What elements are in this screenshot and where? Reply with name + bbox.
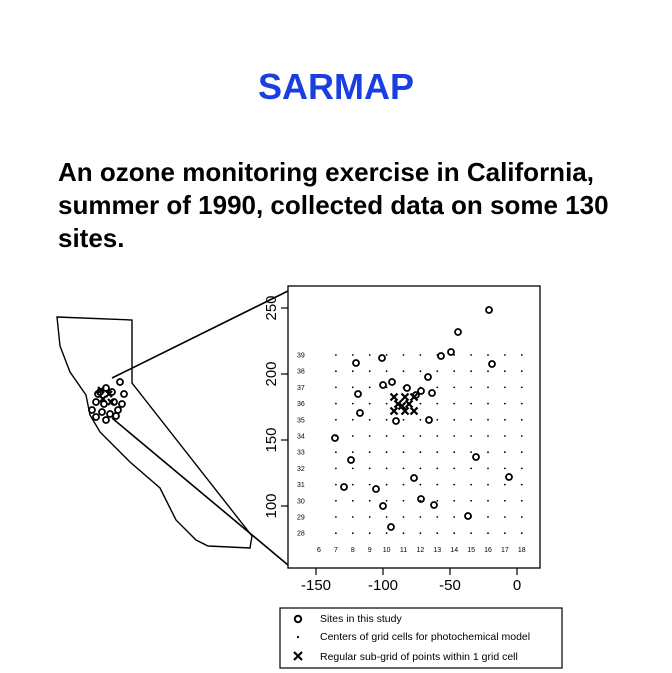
grid-dot (335, 419, 337, 421)
grid-dot (504, 484, 506, 486)
grid-dot (420, 532, 422, 534)
grid-col-label: 17 (501, 547, 509, 554)
grid-dot (369, 451, 371, 453)
grid-dot (436, 451, 438, 453)
grid-dot (436, 387, 438, 389)
grid-dot (453, 468, 455, 470)
grid-dot (470, 468, 472, 470)
grid-dot (487, 419, 489, 421)
grid-dot (521, 500, 523, 502)
grid-dot (352, 419, 354, 421)
grid-dot (436, 403, 438, 405)
grid-dot (436, 468, 438, 470)
grid-dot (487, 532, 489, 534)
grid-dot (403, 419, 405, 421)
grid-col-label: 10 (382, 547, 391, 554)
legend-dot-icon (297, 636, 299, 638)
grid-dot (386, 419, 388, 421)
grid-dot (369, 484, 371, 486)
grid-dot (504, 435, 506, 437)
grid-dot (453, 516, 455, 518)
grid-dot (352, 354, 354, 356)
grid-dot (470, 354, 472, 356)
grid-dot (470, 419, 472, 421)
grid-dot (436, 370, 438, 372)
grid-dot (453, 419, 455, 421)
y-tick-label: 200 (263, 361, 280, 387)
x-tick-label: -50 (439, 577, 461, 594)
grid-dot (335, 370, 337, 372)
grid-dot (352, 500, 354, 502)
grid-dot (420, 354, 422, 356)
grid-row-label: 28 (297, 530, 305, 538)
grid-dot (521, 387, 523, 389)
grid-dot (436, 435, 438, 437)
grid-dot (521, 403, 523, 405)
zoom-line-upper (112, 291, 288, 378)
slide-title: SARMAP (257, 66, 414, 107)
grid-dot (470, 451, 472, 453)
grid-dot (420, 516, 422, 518)
grid-dot (369, 403, 371, 405)
grid-dot (369, 387, 371, 389)
grid-dot (369, 468, 371, 470)
grid-dot (386, 516, 388, 518)
grid-dot (453, 435, 455, 437)
grid-dot (521, 370, 523, 372)
grid-dot (521, 484, 523, 486)
grid-dot (352, 435, 354, 437)
grid-dot (470, 532, 472, 534)
grid-dot (369, 435, 371, 437)
zoom-line-lower (112, 418, 288, 565)
grid-dot (335, 484, 337, 486)
grid-col-label: 9 (367, 547, 372, 554)
grid-dot (352, 484, 354, 486)
grid-dot (386, 532, 388, 534)
grid-dot (504, 532, 506, 534)
grid-dot (335, 516, 337, 518)
grid-dot (335, 532, 337, 534)
grid-dot (420, 419, 422, 421)
grid-dot (504, 403, 506, 405)
grid-dot (470, 484, 472, 486)
grid-row-label: 35 (297, 417, 305, 425)
y-tick-label: 100 (263, 493, 280, 519)
grid-dot (504, 419, 506, 421)
y-axis (281, 308, 288, 506)
grid-dot (487, 370, 489, 372)
grid-dot (369, 532, 371, 534)
grid-dot (487, 451, 489, 453)
grid-dot (386, 370, 388, 372)
grid-dot (369, 516, 371, 518)
grid-dot (352, 370, 354, 372)
grid-dot (403, 468, 405, 470)
grid-dot (386, 468, 388, 470)
grid-dot (369, 500, 371, 502)
grid-dot (352, 387, 354, 389)
y-tick-label: 150 (263, 427, 280, 453)
grid-dot (335, 403, 337, 405)
x-tick-label: -150 (300, 577, 332, 594)
grid-dot (386, 451, 388, 453)
grid-dot (487, 468, 489, 470)
grid-dot (521, 354, 523, 356)
grid-dot (453, 387, 455, 389)
grid-dot (521, 468, 523, 470)
grid-col-label: 13 (433, 547, 442, 554)
grid-dot (453, 500, 455, 502)
grid-dot (521, 451, 523, 453)
grid-dot (403, 435, 405, 437)
grid-dot (487, 387, 489, 389)
grid-dot (369, 354, 371, 356)
grid-dot (504, 516, 506, 518)
grid-dot (420, 370, 422, 372)
grid-col-label: 7 (333, 547, 338, 554)
grid-row-label: 32 (297, 465, 305, 473)
grid-dot (420, 451, 422, 453)
grid-dot (504, 354, 506, 356)
grid-dot (403, 532, 405, 534)
grid-dot (453, 403, 455, 405)
grid-col-label: 16 (484, 547, 492, 554)
grid-dot (487, 500, 489, 502)
grid-dot (386, 403, 388, 405)
grid-row-label: 36 (297, 401, 305, 409)
grid-dot (403, 370, 405, 372)
grid-dot (403, 516, 405, 518)
grid-dot (487, 435, 489, 437)
grid-dot (504, 370, 506, 372)
x-tick-label: -100 (367, 577, 399, 594)
grid-dot (504, 500, 506, 502)
grid-row-label: 31 (297, 482, 305, 490)
plot-frame (288, 286, 540, 568)
grid-dot (487, 484, 489, 486)
grid-row-label: 37 (297, 384, 305, 392)
grid-dot (436, 484, 438, 486)
grid-col-label: 12 (416, 547, 425, 554)
grid-dot (453, 370, 455, 372)
grid-dot (352, 468, 354, 470)
grid-dot (386, 484, 388, 486)
grid-dot (504, 387, 506, 389)
legend-label: Centers of grid cells for photochemical model (320, 631, 531, 643)
grid-dot (403, 451, 405, 453)
grid-dot (403, 354, 405, 356)
grid-dot (386, 435, 388, 437)
grid-dot (487, 354, 489, 356)
grid-col-label: 6 (317, 547, 321, 554)
grid-row-label: 39 (297, 352, 305, 360)
grid-dot (521, 419, 523, 421)
grid-dot (352, 516, 354, 518)
grid-col-label: 14 (450, 547, 459, 554)
grid-dot (436, 419, 438, 421)
slide-body-text: An ozone monitoring exercise in California, summer of 1990, collected data on some 130 sites. (58, 157, 609, 253)
grid-dot (386, 500, 388, 502)
grid-col-label: 15 (467, 547, 475, 554)
grid-row-label: 38 (297, 368, 305, 376)
legend-label: Regular sub-grid of points within 1 grid cell (320, 651, 518, 663)
grid-dot (420, 484, 422, 486)
grid-row-label: 29 (297, 514, 305, 522)
grid-dot (420, 403, 422, 405)
grid-dot (335, 451, 337, 453)
grid-dot (420, 435, 422, 437)
grid-dot (470, 370, 472, 372)
grid-col-label: 11 (399, 547, 408, 554)
grid-dot (403, 484, 405, 486)
grid-dot (453, 451, 455, 453)
grid-dot (487, 516, 489, 518)
grid-dot (470, 403, 472, 405)
grid-dot (369, 419, 371, 421)
grid-dot (420, 468, 422, 470)
grid-dot (352, 451, 354, 453)
grid-dot (521, 435, 523, 437)
grid-dot (403, 500, 405, 502)
grid-dot (521, 516, 523, 518)
grid-dot (453, 532, 455, 534)
grid-dot (352, 532, 354, 534)
legend-label: Sites in this study (320, 613, 402, 625)
grid-dot (436, 516, 438, 518)
grid-dot (521, 532, 523, 534)
grid-dot (470, 387, 472, 389)
grid-dot (470, 435, 472, 437)
grid-dot (436, 500, 438, 502)
grid-row-label: 33 (297, 449, 305, 457)
grid-dot (335, 387, 337, 389)
grid-dot (504, 451, 506, 453)
grid-dot (436, 532, 438, 534)
y-tick-label: 250 (263, 295, 280, 321)
grid-dot (453, 484, 455, 486)
grid-dot (335, 500, 337, 502)
grid-dot (470, 500, 472, 502)
california-map (57, 317, 252, 548)
grid-col-label: 18 (517, 547, 526, 554)
grid-dot (386, 354, 388, 356)
grid-row-label: 30 (297, 498, 305, 506)
x-tick-label: 0 (512, 577, 522, 594)
x-axis (316, 568, 517, 575)
grid-dot (504, 468, 506, 470)
grid-dot (369, 370, 371, 372)
grid-dot (335, 354, 337, 356)
grid-row-label: 34 (297, 433, 305, 441)
grid-dot (335, 468, 337, 470)
grid-col-label: 8 (350, 547, 355, 554)
grid-dot (487, 403, 489, 405)
grid-dot (352, 403, 354, 405)
